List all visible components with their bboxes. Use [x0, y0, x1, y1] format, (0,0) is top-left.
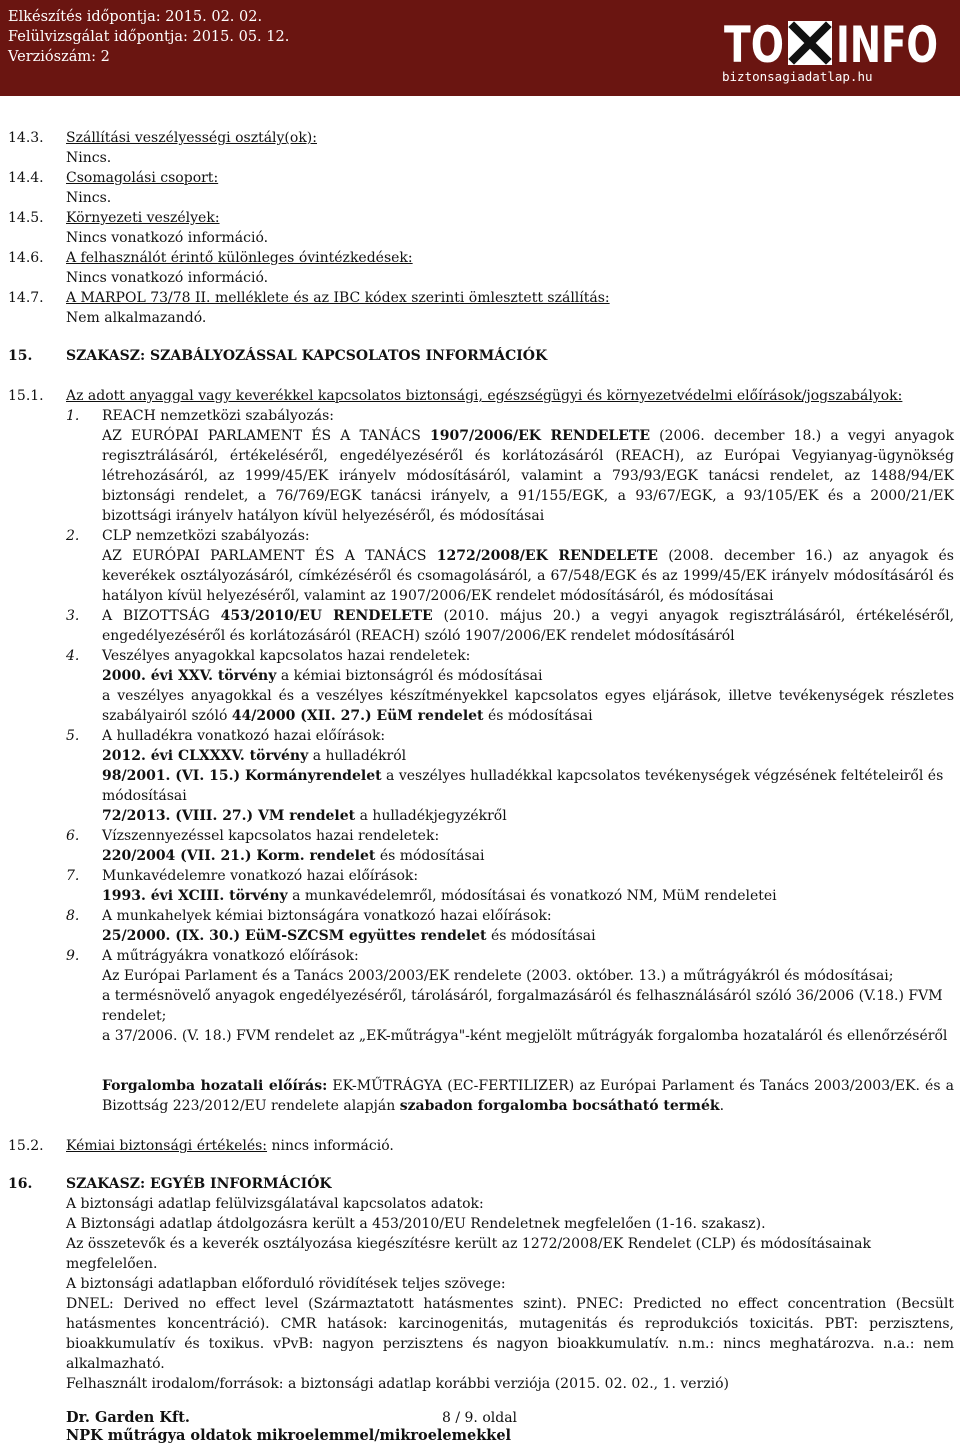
item-7-title: Munkavédelemre vonatkozó hazai előírások:: [102, 868, 419, 884]
s14-3-number: 14.3.: [8, 130, 44, 146]
item-6-decree: 220/2004 (VII. 21.) Korm. rendelet: [102, 848, 376, 864]
item-9-line-1: Az Európai Parlament és a Tanács 2003/2003/EK rendelete (2003. október. 13.) a műtrágyákról és módosításai;: [102, 968, 894, 984]
item-9-line-3: a 37/2006. (V. 18.) FVM rendelet az „EK-műtrágya"-ként megjelölt műtrágyák forgalomba hozataláról és ellenőrzéséről: [102, 1028, 948, 1044]
item-4-decree-desc: a veszélyes anyagokkal és a veszélyes készítményekkel kapcsolatos egyes eljárások, illetve tevékenységek részletes szabályairól szóló: [102, 688, 954, 724]
item-8-joint-decree: 25/2000. (IX. 30.) EüM-SZCSM együttes rendelet: [102, 928, 487, 944]
item-5-line-3: [102, 806, 954, 826]
s14-5-title: Környezeti veszélyek:: [66, 210, 220, 226]
item-5-vm-decree-desc: a hulladékjegyzékről: [359, 808, 507, 824]
item-4-number: 4.: [66, 648, 80, 664]
item-5-govdecree-desc: a veszélyes hulladékkal kapcsolatos tevékenységek végzésének feltételeiről és módosításai: [102, 768, 944, 804]
item-2-description: (2008. december 16.) az anyagok és keverékek osztályozásáról, címkézéséről és csomagolásáról, a 67/548/EGK és az 1999/45/EK irányelv módosításáról és hatályon kívül helyezéséről, valamint az 1907/2006/EK rendelet módosításáról, és módosításai: [102, 548, 954, 604]
item-8-line-1: [102, 926, 954, 946]
item-9-number: 9.: [66, 948, 80, 964]
marketing-requirement: [102, 1076, 954, 1116]
s15-2-line: [66, 1136, 394, 1156]
s16-heading: SZAKASZ: EGYÉB INFORMÁCIÓK: [66, 1176, 332, 1192]
item-3-body: [102, 606, 954, 646]
item-5-line-2: [102, 766, 954, 806]
item-2-number: 2.: [66, 528, 80, 544]
item-3-description: (2010. május 20.) a vegyi anyagok regisztrálásáról, értékeléséről, engedélyezéséről és korlátozásáról (REACH) szóló 1907/2006/EK rendelet módosításáról: [102, 608, 955, 644]
s14-3-value: Nincs.: [66, 150, 112, 166]
item-1-authority: AZ EURÓPAI PARLAMENT ÉS A TANÁCS: [102, 428, 421, 444]
s14-7-title: A MARPOL 73/78 II. melléklete és az IBC kódex szerinti ömlesztett szállítás:: [66, 290, 610, 306]
s15-number: 15.: [8, 348, 33, 364]
item-8-number: 8.: [66, 908, 80, 924]
s14-7-number: 14.7.: [8, 290, 44, 306]
item-4-line-1: [102, 666, 954, 686]
s15-heading: SZAKASZ: SZABÁLYOZÁSSAL KAPCSOLATOS INFORMÁCIÓK: [66, 348, 548, 364]
s14-5-value: Nincs vonatkozó információ.: [66, 230, 269, 246]
item-6-title: Vízszennyezéssel kapcsolatos hazai rendeletek:: [102, 828, 440, 844]
item-2-regulation: 1272/2008/EK RENDELETE: [436, 548, 658, 564]
item-4-line-2: [102, 686, 954, 726]
s14-6-title: A felhasználót érintő különleges óvintézkedések:: [66, 250, 413, 266]
s16-line-3: Az összetevők és a keverék osztályozása kiegészítésre került az 1272/2008/EK Rendelet (CLP) és módosításainak megfelelően.: [66, 1236, 871, 1272]
s16-line-2: A Biztonsági adatlap átdolgozásra került a 453/2010/EU Rendeletnek megfelelően (1-16. szakasz).: [66, 1216, 766, 1232]
s16-abbreviations: DNEL: Derived no effect level (Származtatott hatásmentes szint). PNEC: Predicted no effect concentration (Becsült hatásmentes koncentráció). CMR hatások: karcinogenitás, mutagenitás és reprodukciós toxicitás. PBT: perzisztens, bioakkumulatív és toxikus. vPvB: nagyon perzisztens és nagyon bioakkumulatív. n.m.: nincs meghatározva. n.a.: nem alkalmazható.: [66, 1296, 954, 1372]
s15-2-value: nincs információ.: [271, 1138, 394, 1154]
item-4-law: 2000. évi XXV. törvény: [102, 668, 277, 684]
s14-5-number: 14.5.: [8, 210, 44, 226]
s14-4-title: Csomagolási csoport:: [66, 170, 219, 186]
item-8-joint-decree-mod: és módosításai: [490, 928, 596, 944]
header-version: Verziószám: 2: [8, 49, 110, 65]
marketing-label: Forgalomba hozatali előírás:: [102, 1078, 328, 1094]
s16-sources: Felhasznált irodalom/források: a biztonsági adatlap korábbi verziója (2015. 02. 02., 1. verzió): [66, 1376, 730, 1392]
item-3-authority: A BIZOTTSÁG: [102, 608, 210, 624]
item-5-law: 2012. évi CLXXXV. törvény: [102, 748, 309, 764]
s15-2-number: 15.2.: [8, 1138, 44, 1154]
item-7-law: 1993. évi XCIII. törvény: [102, 888, 288, 904]
item-7-number: 7.: [66, 868, 80, 884]
item-1-title: REACH nemzetközi szabályozás:: [102, 408, 334, 424]
item-6-number: 6.: [66, 828, 80, 844]
item-1-body: [102, 426, 954, 526]
marketing-basis: EK-MŰTRÁGYA (EC-FERTILIZER) az Európai Parlament és Tanács 2003/2003/EK. és a Bizottság 223/2012/EU rendelete alapján: [102, 1078, 954, 1114]
s16-number: 16.: [8, 1176, 33, 1192]
s14-6-value: Nincs vonatkozó információ.: [66, 270, 269, 286]
item-3-regulation: 453/2010/EU RENDELETE: [220, 608, 433, 624]
s15-1-number: 15.1.: [8, 388, 44, 404]
item-7-law-desc: a munkavédelemről, módosításai és vonatkozó NM, MüM rendeletei: [292, 888, 777, 904]
item-9-line-2: a termésnövelő anyagok engedélyezéséről, tárolásáról, forgalmazásáról és felhasználásáról szóló 36/2006 (V.18.) FVM rendelet;: [102, 988, 943, 1024]
item-4-decree-mod: és módosításai: [487, 708, 593, 724]
header-created: Elkészítés időpontja: 2015. 02. 02.: [8, 9, 263, 25]
s16-line-4: A biztonsági adatlapban előforduló rövidítések teljes szövege:: [66, 1276, 506, 1292]
footer-product: NPK műtrágya oldatok mikroelemmel/mikroelemekkel: [66, 1427, 512, 1444]
header-dates: [8, 7, 289, 67]
item-3-number: 3.: [66, 608, 80, 624]
item-2-title: CLP nemzetközi szabályozás:: [102, 528, 310, 544]
item-8-title: A munkahelyek kémiai biztonságára vonatkozó hazai előírások:: [102, 908, 552, 924]
footer-company: Dr. Garden Kft.: [66, 1409, 190, 1426]
item-6-line-1: [102, 846, 954, 866]
item-7-line-1: [102, 886, 954, 906]
svg-text:INFO: INFO: [836, 16, 938, 74]
item-2-body: [102, 546, 954, 606]
header-band: [0, 0, 960, 96]
item-5-line-1: [102, 746, 954, 766]
s15-1-title: Az adott anyaggal vagy keverékkel kapcsolatos biztonsági, egészségügyi és környezetvédelmi előírások/jogszabályok:: [66, 388, 903, 404]
svg-text:TO: TO: [724, 16, 784, 74]
s16-line-1: A biztonsági adatlap felülvizsgálatával kapcsolatos adatok:: [66, 1196, 484, 1212]
header-revised: Felülvizsgálat időpontja: 2015. 05. 12.: [8, 29, 290, 45]
item-4-law-desc: a kémiai biztonságról és módosításai: [280, 668, 543, 684]
s14-7-value: Nem alkalmazandó.: [66, 310, 207, 326]
s14-4-number: 14.4.: [8, 170, 44, 186]
marketing-period: .: [719, 1098, 725, 1114]
s14-4-value: Nincs.: [66, 190, 112, 206]
s14-6-number: 14.6.: [8, 250, 44, 266]
item-9-title: A műtrágyákra vonatkozó előírások:: [102, 948, 359, 964]
header-url: biztonsagiadatlap.hu: [722, 69, 873, 84]
item-5-law-desc: a hulladékról: [312, 748, 407, 764]
s15-2-title: Kémiai biztonsági értékelés:: [66, 1138, 268, 1154]
item-5-govdecree: 98/2001. (VI. 15.) Kormányrendelet: [102, 768, 382, 784]
item-4-title: Veszélyes anyagokkal kapcsolatos hazai rendeletek:: [102, 648, 471, 664]
s14-3-title: Szállítási veszélyességi osztály(ok):: [66, 130, 317, 146]
item-1-regulation: 1907/2006/EK RENDELETE: [429, 428, 651, 444]
toxinfo-logo: [724, 16, 938, 74]
item-4-decree: 44/2000 (XII. 27.) EüM rendelet: [231, 708, 484, 724]
item-5-number: 5.: [66, 728, 80, 744]
item-5-vm-decree: 72/2013. (VIII. 27.) VM rendelet: [102, 808, 356, 824]
item-1-number: 1.: [66, 408, 80, 424]
item-5-title: A hulladékra vonatkozó hazai előírások:: [102, 728, 386, 744]
item-2-authority: AZ EURÓPAI PARLAMENT ÉS A TANÁCS: [102, 548, 427, 564]
footer-page: 8 / 9. oldal: [442, 1410, 518, 1426]
item-1-description: (2006. december 18.) a vegyi anyagok regisztrálásáról, értékeléséről, engedélyezéséről és korlátozásáról (REACH), az Európai Vegyianyag-ügynökség létrehozásáról, az 1999/45/EK irányelv módosításáról, valamint a 793/93/EGK tanácsi rendelet, az 1488/94/EK biztonsági rendelet, a 76/769/EGK tanácsi irányelv, a 91/155/EGK, a 93/67/EGK, a 93/105/EK és a 2000/21/EK bizottsági irányelv hatályon kívül helyezéséről, és módosításai: [102, 428, 955, 524]
item-6-decree-mod: és módosításai: [379, 848, 485, 864]
marketing-status: szabadon forgalomba bocsátható termék: [399, 1098, 720, 1114]
